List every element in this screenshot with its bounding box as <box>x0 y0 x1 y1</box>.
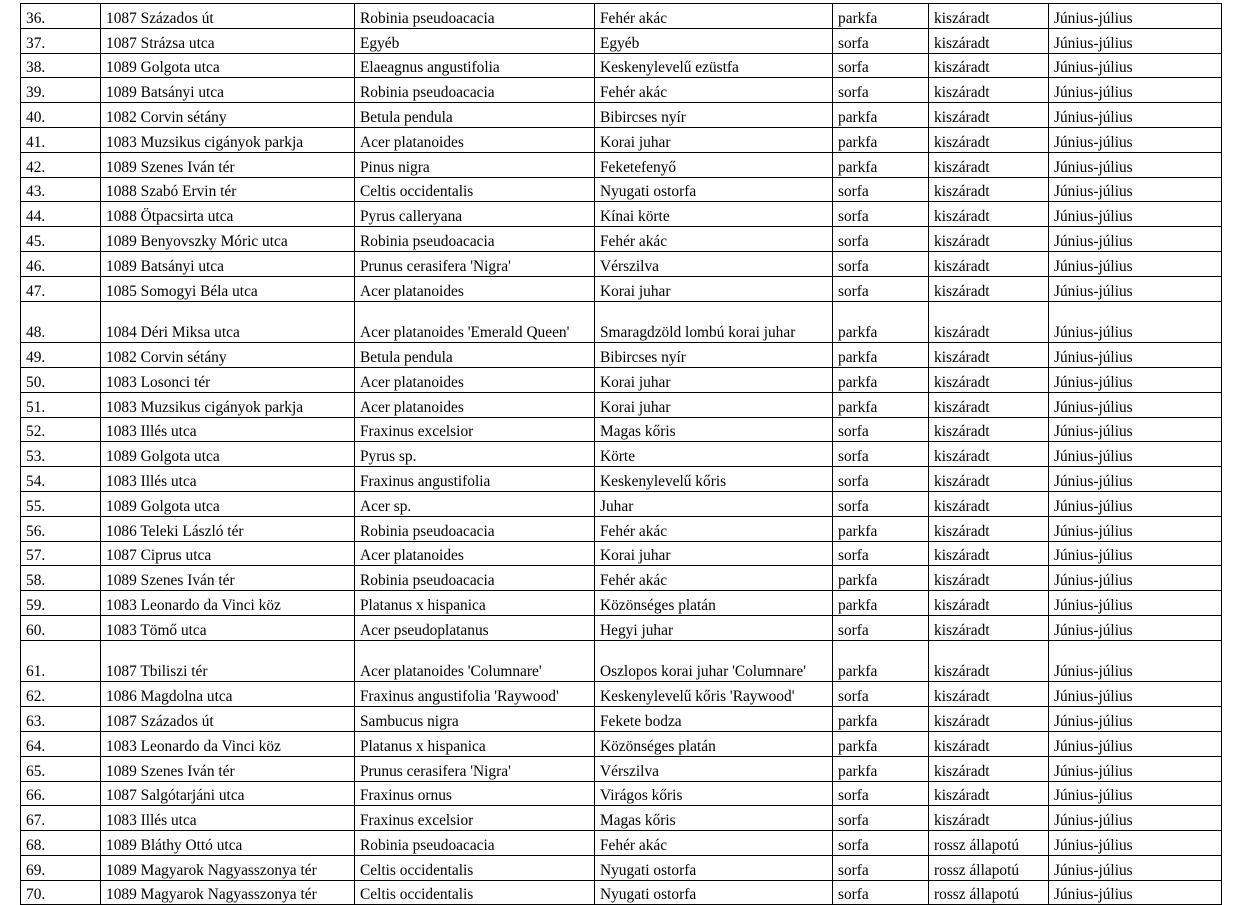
address-cell: 1088 Szabó Ervin tér <box>101 177 355 202</box>
condition-cell: kiszáradt <box>929 251 1049 276</box>
latin-name-cell: Acer platanoides 'Columnare' <box>355 640 595 682</box>
address-cell: 1088 Ötpacsirta utca <box>101 202 355 227</box>
hungarian-name-cell: Magas kőris <box>595 806 833 831</box>
row-number-cell: 68. <box>21 831 101 856</box>
period-cell: Június-július <box>1049 177 1222 202</box>
hungarian-name-cell: Vérszilva <box>595 251 833 276</box>
period-cell: Június-július <box>1049 152 1222 177</box>
table-row <box>21 682 1222 707</box>
condition-cell: kiszáradt <box>929 442 1049 467</box>
address-cell: 1089 Golgota utca <box>101 53 355 78</box>
row-number-cell: 64. <box>21 731 101 756</box>
address-cell: 1087 Salgótarjáni utca <box>101 781 355 806</box>
latin-name-cell: Platanus x hispanica <box>355 731 595 756</box>
row-number-cell: 62. <box>21 682 101 707</box>
row-number-cell: 47. <box>21 276 101 301</box>
address-cell: 1082 Corvin sétány <box>101 343 355 368</box>
hungarian-name-cell: Korai juhar <box>595 367 833 392</box>
condition-cell: kiszáradt <box>929 707 1049 732</box>
tree-type-cell: sorfa <box>833 78 929 103</box>
table-row <box>21 806 1222 831</box>
table-row <box>21 301 1222 343</box>
period-cell: Június-július <box>1049 591 1222 616</box>
hungarian-name-cell: Vérszilva <box>595 756 833 781</box>
table-row <box>21 756 1222 781</box>
address-cell: 1083 Illés utca <box>101 806 355 831</box>
hungarian-name-cell: Korai juhar <box>595 276 833 301</box>
hungarian-name-cell: Körte <box>595 442 833 467</box>
tree-type-cell: parkfa <box>833 516 929 541</box>
tree-type-cell: sorfa <box>833 53 929 78</box>
latin-name-cell: Prunus cerasifera 'Nigra' <box>355 756 595 781</box>
condition-cell: kiszáradt <box>929 417 1049 442</box>
condition-cell: kiszáradt <box>929 152 1049 177</box>
table-row <box>21 516 1222 541</box>
condition-cell: rossz állapotú <box>929 880 1049 905</box>
row-number-cell: 37. <box>21 28 101 53</box>
latin-name-cell: Robinia pseudoacacia <box>355 78 595 103</box>
row-number-cell: 38. <box>21 53 101 78</box>
latin-name-cell: Acer platanoides <box>355 392 595 417</box>
tree-type-cell: parkfa <box>833 731 929 756</box>
table-row <box>21 442 1222 467</box>
tree-type-cell: parkfa <box>833 566 929 591</box>
condition-cell: kiszáradt <box>929 28 1049 53</box>
table-row <box>21 343 1222 368</box>
row-number-cell: 53. <box>21 442 101 467</box>
tree-type-cell: sorfa <box>833 615 929 640</box>
tree-type-cell: sorfa <box>833 855 929 880</box>
table-row <box>21 781 1222 806</box>
hungarian-name-cell: Virágos kőris <box>595 781 833 806</box>
address-cell: 1089 Bláthy Ottó utca <box>101 831 355 856</box>
hungarian-name-cell: Fehér akác <box>595 566 833 591</box>
condition-cell: kiszáradt <box>929 343 1049 368</box>
tree-type-cell: sorfa <box>833 682 929 707</box>
tree-type-cell: parkfa <box>833 152 929 177</box>
tree-type-cell: sorfa <box>833 491 929 516</box>
hungarian-name-cell: Korai juhar <box>595 541 833 566</box>
table-row <box>21 152 1222 177</box>
table-row <box>21 177 1222 202</box>
row-number-cell: 65. <box>21 756 101 781</box>
condition-cell: kiszáradt <box>929 731 1049 756</box>
period-cell: Június-július <box>1049 880 1222 905</box>
latin-name-cell: Robinia pseudoacacia <box>355 566 595 591</box>
row-number-cell: 41. <box>21 127 101 152</box>
period-cell: Június-július <box>1049 806 1222 831</box>
period-cell: Június-július <box>1049 467 1222 492</box>
tree-type-cell: sorfa <box>833 781 929 806</box>
latin-name-cell: Robinia pseudoacacia <box>355 516 595 541</box>
table-row <box>21 855 1222 880</box>
period-cell: Június-július <box>1049 103 1222 128</box>
row-number-cell: 44. <box>21 202 101 227</box>
table-row <box>21 276 1222 301</box>
latin-name-cell: Pyrus calleryana <box>355 202 595 227</box>
hungarian-name-cell: Fehér akác <box>595 4 833 29</box>
tree-type-cell: parkfa <box>833 301 929 343</box>
hungarian-name-cell: Keskenylevelű kőris <box>595 467 833 492</box>
address-cell: 1089 Szenes Iván tér <box>101 152 355 177</box>
address-cell: 1084 Déri Miksa utca <box>101 301 355 343</box>
condition-cell: kiszáradt <box>929 566 1049 591</box>
latin-name-cell: Celtis occidentalis <box>355 880 595 905</box>
hungarian-name-cell: Nyugati ostorfa <box>595 880 833 905</box>
period-cell: Június-július <box>1049 227 1222 252</box>
hungarian-name-cell: Korai juhar <box>595 127 833 152</box>
table-row <box>21 251 1222 276</box>
tree-type-cell: sorfa <box>833 831 929 856</box>
latin-name-cell: Acer platanoides <box>355 276 595 301</box>
table-row <box>21 28 1222 53</box>
hungarian-name-cell: Bibircses nyír <box>595 343 833 368</box>
condition-cell: kiszáradt <box>929 202 1049 227</box>
hungarian-name-cell: Bibircses nyír <box>595 103 833 128</box>
row-number-cell: 42. <box>21 152 101 177</box>
hungarian-name-cell: Egyéb <box>595 28 833 53</box>
tree-felling-table <box>20 3 1222 905</box>
period-cell: Június-július <box>1049 417 1222 442</box>
hungarian-name-cell: Nyugati ostorfa <box>595 177 833 202</box>
row-number-cell: 55. <box>21 491 101 516</box>
latin-name-cell: Platanus x hispanica <box>355 591 595 616</box>
latin-name-cell: Celtis occidentalis <box>355 177 595 202</box>
table-row <box>21 392 1222 417</box>
table-row <box>21 707 1222 732</box>
tree-type-cell: parkfa <box>833 591 929 616</box>
period-cell: Június-július <box>1049 781 1222 806</box>
tree-type-cell: sorfa <box>833 28 929 53</box>
condition-cell: kiszáradt <box>929 177 1049 202</box>
latin-name-cell: Sambucus nigra <box>355 707 595 732</box>
tree-type-cell: parkfa <box>833 367 929 392</box>
tree-type-cell: parkfa <box>833 640 929 682</box>
latin-name-cell: Egyéb <box>355 28 595 53</box>
address-cell: 1089 Golgota utca <box>101 442 355 467</box>
latin-name-cell: Fraxinus excelsior <box>355 417 595 442</box>
hungarian-name-cell: Keskenylevelű kőris 'Raywood' <box>595 682 833 707</box>
period-cell: Június-július <box>1049 4 1222 29</box>
period-cell: Június-július <box>1049 615 1222 640</box>
table-row <box>21 4 1222 29</box>
condition-cell: rossz állapotú <box>929 831 1049 856</box>
period-cell: Június-július <box>1049 756 1222 781</box>
address-cell: 1083 Illés utca <box>101 467 355 492</box>
condition-cell: kiszáradt <box>929 276 1049 301</box>
hungarian-name-cell: Közönséges platán <box>595 731 833 756</box>
table-row <box>21 103 1222 128</box>
address-cell: 1083 Muzsikus cigányok parkja <box>101 127 355 152</box>
condition-cell: kiszáradt <box>929 756 1049 781</box>
latin-name-cell: Robinia pseudoacacia <box>355 4 595 29</box>
table-row <box>21 491 1222 516</box>
hungarian-name-cell: Smaragdzöld lombú korai juhar <box>595 301 833 343</box>
address-cell: 1086 Teleki László tér <box>101 516 355 541</box>
table-row <box>21 53 1222 78</box>
row-number-cell: 69. <box>21 855 101 880</box>
period-cell: Június-július <box>1049 343 1222 368</box>
table-row <box>21 78 1222 103</box>
latin-name-cell: Prunus cerasifera 'Nigra' <box>355 251 595 276</box>
period-cell: Június-július <box>1049 566 1222 591</box>
hungarian-name-cell: Fehér akác <box>595 78 833 103</box>
address-cell: 1085 Somogyi Béla utca <box>101 276 355 301</box>
row-number-cell: 61. <box>21 640 101 682</box>
period-cell: Június-július <box>1049 392 1222 417</box>
period-cell: Június-július <box>1049 301 1222 343</box>
condition-cell: kiszáradt <box>929 301 1049 343</box>
table-row <box>21 615 1222 640</box>
period-cell: Június-július <box>1049 682 1222 707</box>
address-cell: 1089 Szenes Iván tér <box>101 566 355 591</box>
table-row <box>21 127 1222 152</box>
period-cell: Június-július <box>1049 367 1222 392</box>
tree-type-cell: sorfa <box>833 806 929 831</box>
period-cell: Június-július <box>1049 78 1222 103</box>
table-row <box>21 227 1222 252</box>
hungarian-name-cell: Keskenylevelű ezüstfa <box>595 53 833 78</box>
table-row <box>21 566 1222 591</box>
condition-cell: kiszáradt <box>929 541 1049 566</box>
table-body <box>21 4 1222 905</box>
row-number-cell: 45. <box>21 227 101 252</box>
condition-cell: kiszáradt <box>929 367 1049 392</box>
period-cell: Június-július <box>1049 731 1222 756</box>
tree-type-cell: parkfa <box>833 127 929 152</box>
table-row <box>21 880 1222 905</box>
address-cell: 1087 Ciprus utca <box>101 541 355 566</box>
tree-type-cell: sorfa <box>833 276 929 301</box>
row-number-cell: 70. <box>21 880 101 905</box>
row-number-cell: 52. <box>21 417 101 442</box>
address-cell: 1083 Leonardo da Vinci köz <box>101 731 355 756</box>
tree-type-cell: parkfa <box>833 343 929 368</box>
latin-name-cell: Robinia pseudoacacia <box>355 227 595 252</box>
period-cell: Június-július <box>1049 251 1222 276</box>
latin-name-cell: Celtis occidentalis <box>355 855 595 880</box>
address-cell: 1087 Tbiliszi tér <box>101 640 355 682</box>
latin-name-cell: Fraxinus angustifolia <box>355 467 595 492</box>
row-number-cell: 40. <box>21 103 101 128</box>
row-number-cell: 51. <box>21 392 101 417</box>
address-cell: 1089 Golgota utca <box>101 491 355 516</box>
address-cell: 1089 Batsányi utca <box>101 251 355 276</box>
latin-name-cell: Acer sp. <box>355 491 595 516</box>
period-cell: Június-július <box>1049 707 1222 732</box>
period-cell: Június-július <box>1049 516 1222 541</box>
condition-cell: kiszáradt <box>929 591 1049 616</box>
condition-cell: kiszáradt <box>929 78 1049 103</box>
tree-type-cell: parkfa <box>833 756 929 781</box>
address-cell: 1087 Strázsa utca <box>101 28 355 53</box>
condition-cell: kiszáradt <box>929 682 1049 707</box>
condition-cell: kiszáradt <box>929 806 1049 831</box>
condition-cell: kiszáradt <box>929 127 1049 152</box>
tree-type-cell: sorfa <box>833 541 929 566</box>
latin-name-cell: Acer platanoides <box>355 367 595 392</box>
tree-type-cell: sorfa <box>833 177 929 202</box>
hungarian-name-cell: Juhar <box>595 491 833 516</box>
hungarian-name-cell: Közönséges platán <box>595 591 833 616</box>
hungarian-name-cell: Nyugati ostorfa <box>595 855 833 880</box>
row-number-cell: 58. <box>21 566 101 591</box>
table-row <box>21 731 1222 756</box>
period-cell: Június-július <box>1049 831 1222 856</box>
hungarian-name-cell: Fehér akác <box>595 831 833 856</box>
latin-name-cell: Elaeagnus angustifolia <box>355 53 595 78</box>
table-row <box>21 541 1222 566</box>
period-cell: Június-július <box>1049 276 1222 301</box>
address-cell: 1083 Illés utca <box>101 417 355 442</box>
condition-cell: kiszáradt <box>929 781 1049 806</box>
condition-cell: kiszáradt <box>929 516 1049 541</box>
address-cell: 1089 Magyarok Nagyasszonya tér <box>101 855 355 880</box>
tree-type-cell: parkfa <box>833 392 929 417</box>
table-row <box>21 417 1222 442</box>
hungarian-name-cell: Fehér akác <box>595 227 833 252</box>
hungarian-name-cell: Oszlopos korai juhar 'Columnare' <box>595 640 833 682</box>
latin-name-cell: Betula pendula <box>355 103 595 128</box>
address-cell: 1083 Muzsikus cigányok parkja <box>101 392 355 417</box>
row-number-cell: 48. <box>21 301 101 343</box>
row-number-cell: 67. <box>21 806 101 831</box>
address-cell: 1087 Százados út <box>101 707 355 732</box>
tree-type-cell: parkfa <box>833 707 929 732</box>
table-row <box>21 202 1222 227</box>
hungarian-name-cell: Korai juhar <box>595 392 833 417</box>
condition-cell: kiszáradt <box>929 640 1049 682</box>
table-row <box>21 640 1222 682</box>
tree-type-cell: sorfa <box>833 417 929 442</box>
table-row <box>21 591 1222 616</box>
tree-type-cell: parkfa <box>833 103 929 128</box>
period-cell: Június-július <box>1049 127 1222 152</box>
hungarian-name-cell: Fekete bodza <box>595 707 833 732</box>
address-cell: 1089 Magyarok Nagyasszonya tér <box>101 880 355 905</box>
latin-name-cell: Fraxinus excelsior <box>355 806 595 831</box>
period-cell: Június-július <box>1049 855 1222 880</box>
condition-cell: kiszáradt <box>929 227 1049 252</box>
row-number-cell: 66. <box>21 781 101 806</box>
latin-name-cell: Betula pendula <box>355 343 595 368</box>
row-number-cell: 43. <box>21 177 101 202</box>
hungarian-name-cell: Kínai körte <box>595 202 833 227</box>
tree-type-cell: sorfa <box>833 251 929 276</box>
condition-cell: kiszáradt <box>929 4 1049 29</box>
row-number-cell: 49. <box>21 343 101 368</box>
latin-name-cell: Pyrus sp. <box>355 442 595 467</box>
tree-type-cell: parkfa <box>833 4 929 29</box>
condition-cell: kiszáradt <box>929 103 1049 128</box>
tree-type-cell: sorfa <box>833 227 929 252</box>
tree-type-cell: sorfa <box>833 202 929 227</box>
condition-cell: kiszáradt <box>929 53 1049 78</box>
latin-name-cell: Pinus nigra <box>355 152 595 177</box>
hungarian-name-cell: Hegyi juhar <box>595 615 833 640</box>
latin-name-cell: Acer platanoides <box>355 127 595 152</box>
latin-name-cell: Acer platanoides <box>355 541 595 566</box>
condition-cell: rossz állapotú <box>929 855 1049 880</box>
period-cell: Június-július <box>1049 28 1222 53</box>
row-number-cell: 57. <box>21 541 101 566</box>
latin-name-cell: Fraxinus angustifolia 'Raywood' <box>355 682 595 707</box>
row-number-cell: 39. <box>21 78 101 103</box>
tree-type-cell: sorfa <box>833 442 929 467</box>
tree-type-cell: sorfa <box>833 467 929 492</box>
latin-name-cell: Robinia pseudoacacia <box>355 831 595 856</box>
condition-cell: kiszáradt <box>929 615 1049 640</box>
condition-cell: kiszáradt <box>929 491 1049 516</box>
address-cell: 1089 Batsányi utca <box>101 78 355 103</box>
period-cell: Június-július <box>1049 442 1222 467</box>
period-cell: Június-július <box>1049 541 1222 566</box>
address-cell: 1083 Leonardo da Vinci köz <box>101 591 355 616</box>
row-number-cell: 56. <box>21 516 101 541</box>
row-number-cell: 50. <box>21 367 101 392</box>
period-cell: Június-július <box>1049 202 1222 227</box>
address-cell: 1083 Tömő utca <box>101 615 355 640</box>
row-number-cell: 36. <box>21 4 101 29</box>
hungarian-name-cell: Fehér akác <box>595 516 833 541</box>
table-row <box>21 831 1222 856</box>
table-row <box>21 367 1222 392</box>
address-cell: 1083 Losonci tér <box>101 367 355 392</box>
address-cell: 1089 Benyovszky Móric utca <box>101 227 355 252</box>
period-cell: Június-július <box>1049 640 1222 682</box>
condition-cell: kiszáradt <box>929 392 1049 417</box>
address-cell: 1082 Corvin sétány <box>101 103 355 128</box>
period-cell: Június-július <box>1049 53 1222 78</box>
row-number-cell: 60. <box>21 615 101 640</box>
latin-name-cell: Acer pseudoplatanus <box>355 615 595 640</box>
condition-cell: kiszáradt <box>929 467 1049 492</box>
row-number-cell: 59. <box>21 591 101 616</box>
address-cell: 1087 Százados út <box>101 4 355 29</box>
address-cell: 1086 Magdolna utca <box>101 682 355 707</box>
address-cell: 1089 Szenes Iván tér <box>101 756 355 781</box>
tree-type-cell: sorfa <box>833 880 929 905</box>
latin-name-cell: Acer platanoides 'Emerald Queen' <box>355 301 595 343</box>
row-number-cell: 63. <box>21 707 101 732</box>
row-number-cell: 54. <box>21 467 101 492</box>
hungarian-name-cell: Feketefenyő <box>595 152 833 177</box>
table-row <box>21 467 1222 492</box>
latin-name-cell: Fraxinus ornus <box>355 781 595 806</box>
period-cell: Június-július <box>1049 491 1222 516</box>
hungarian-name-cell: Magas kőris <box>595 417 833 442</box>
row-number-cell: 46. <box>21 251 101 276</box>
